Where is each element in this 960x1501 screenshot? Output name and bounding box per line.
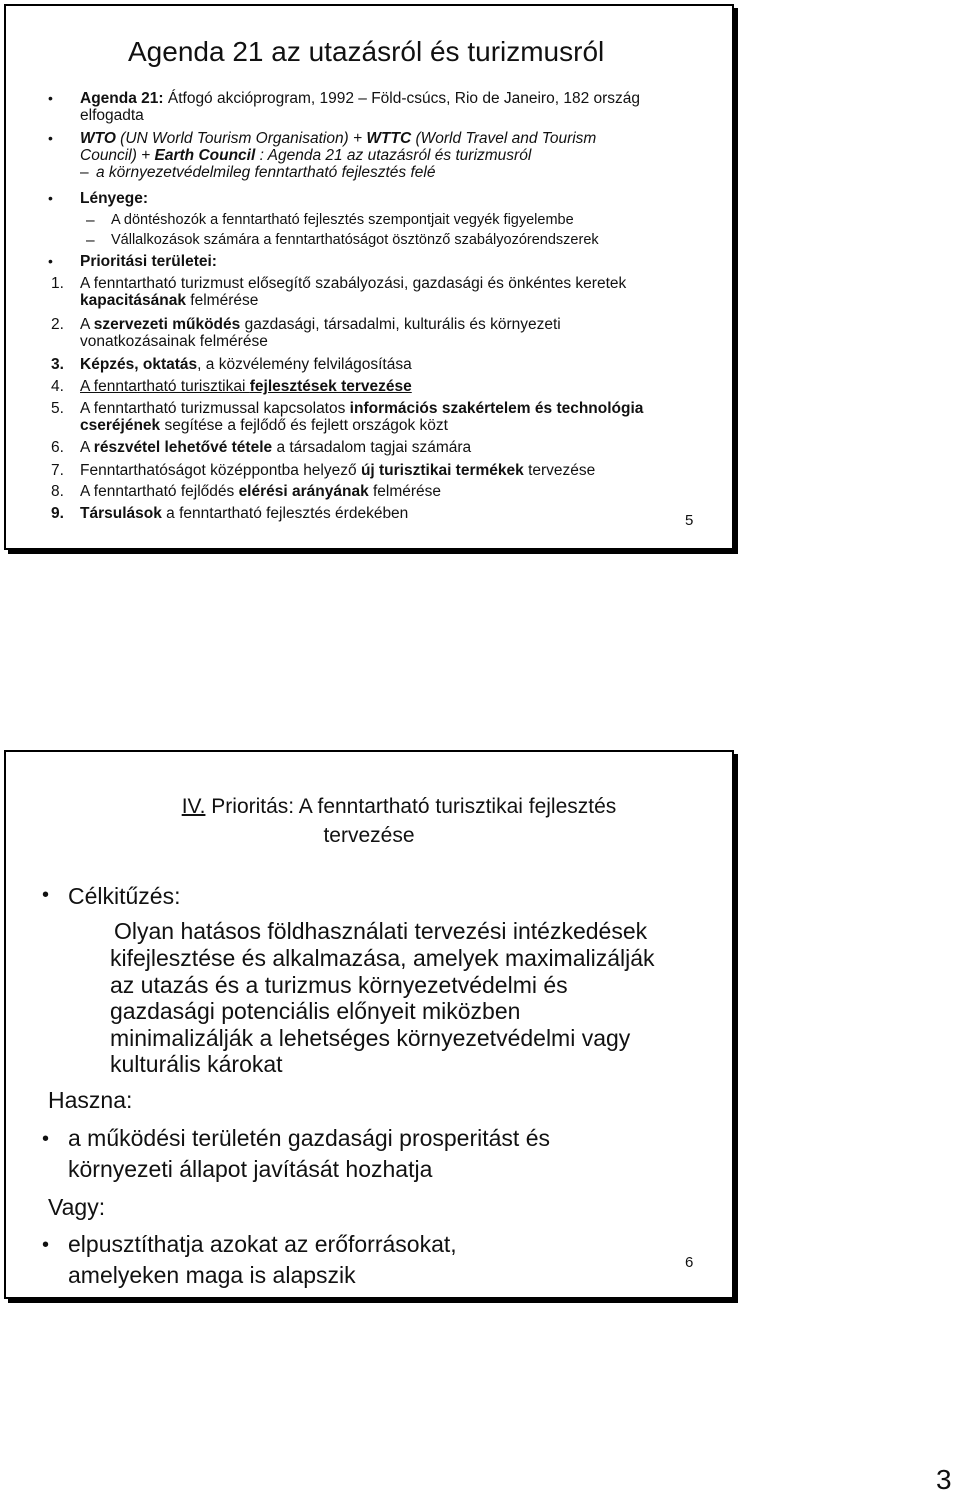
text-line: amelyeken maga is alapszik — [68, 1261, 356, 1288]
dash-icon: – — [80, 164, 89, 181]
bullet-icon: • — [42, 1128, 50, 1150]
item-emphasis: szervezeti működés — [93, 316, 241, 333]
text-line: kulturális károkat — [110, 1051, 283, 1077]
slide-priority-iv — [4, 750, 734, 1299]
text-line: gazdasági potenciális előnyeit miközben — [110, 998, 521, 1024]
item-number: 5. — [51, 400, 64, 417]
title-text: Prioritás: A fenntartható turisztikai fejlesztés — [205, 795, 617, 818]
title-roman-numeral: IV. — [181, 795, 206, 818]
vagy-text — [68, 1231, 457, 1288]
bullet-icon: • — [42, 1234, 50, 1256]
text-line: környezeti állapot javítását hozhatja — [68, 1155, 433, 1182]
item-number: 3. — [51, 356, 64, 373]
item-emphasis: új turisztikai termékek — [360, 462, 524, 479]
org-wto-desc: (UN World Tourism Organisation) + — [115, 130, 367, 147]
item-text: A — [80, 316, 94, 333]
item-emphasis: elérési arányának — [238, 483, 369, 500]
haszna-text — [68, 1125, 550, 1182]
dash-icon: – — [86, 212, 95, 229]
text-line: a működési területén gazdasági prosperitást és — [68, 1125, 551, 1151]
subitem-text: A döntéshozók a fenntartható fejlesztés szempontjait vegyék figyelembe — [111, 212, 574, 228]
bullet-icon: • — [48, 190, 53, 206]
celkituzes-text — [114, 918, 647, 945]
item-emphasis: részvétel lehetővé tétele — [93, 439, 273, 456]
item-text: segítése a fejlődő és fejlett országok közt — [160, 417, 448, 434]
page-number: 6 — [685, 1254, 694, 1271]
bullet-icon: • — [48, 90, 53, 106]
org-wttc: WTTC — [366, 130, 412, 147]
item-emphasis: Társulások — [80, 505, 162, 522]
item-emphasis: Képzés, oktatás — [80, 356, 198, 373]
text-line: elpusztíthatja azokat az erőforrásokat, — [68, 1231, 457, 1257]
item-number: 1. — [51, 275, 64, 292]
item-text: A fenntartható turizmust elősegítő szabályozási, gazdasági és önkéntes keretek — [80, 275, 627, 292]
text-line: Olyan hatásos földhasználati tervezési intézkedések — [114, 918, 648, 944]
bullet-icon: • — [42, 884, 50, 906]
item-text: Átfogó akcióprogram, 1992 – Föld-csúcs, Rio de Janeiro, 182 ország elfogadta — [80, 90, 641, 124]
item-text: felmérése — [368, 483, 442, 500]
item-emphasis: információs szakértelem és technológia cseréjének — [80, 400, 644, 434]
item-text: a környezetvédelmileg fenntartható fejlesztés felé — [96, 164, 436, 181]
section-label: Prioritási területei: — [80, 253, 217, 270]
section-label: Lényege: — [80, 190, 149, 207]
text-line: az utazás és a turizmus környezetvédelmi és — [110, 971, 568, 998]
item-text: a társadalom tagjai számára — [272, 439, 472, 456]
celkituzes-label: Célkitűzés: — [68, 883, 181, 909]
bullet-icon: • — [48, 253, 53, 269]
org-agenda-desc: : Agenda 21 az utazásról és turizmusról — [255, 147, 532, 164]
item-number: 4. — [51, 378, 64, 395]
item-text: Fenntarthatóságot középpontba helyező — [80, 462, 361, 479]
item-emphasis: fejlesztések tervezése — [249, 378, 412, 395]
org-wttc-desc: (World Travel and Tourism Council) + — [80, 130, 597, 164]
item-text: felmérése — [186, 292, 259, 309]
bullet-icon: • — [48, 130, 53, 146]
item-text: a fenntartható fejlesztés érdekében — [161, 505, 409, 522]
slide-title — [6, 792, 732, 850]
item-text: A fenntartható fejlődés — [80, 483, 239, 500]
subitem-text: Vállalkozások számára a fenntarthatóságot ösztönző szabályozórendszerek — [111, 232, 599, 248]
title-line-2: tervezése — [323, 824, 415, 847]
item-number: 8. — [51, 483, 64, 500]
item-text: A — [80, 439, 94, 456]
item-label: Agenda 21: — [80, 90, 164, 107]
vagy-label: Vagy: — [48, 1194, 106, 1220]
item-emphasis: kapacitásának — [80, 292, 186, 309]
item-number: 9. — [51, 505, 64, 522]
page-number: 5 — [685, 512, 694, 529]
item-text: A fenntartható turisztikai — [80, 378, 250, 395]
title-line-1 — [6, 792, 732, 821]
item-text: , a közvélemény felvilágosítása — [197, 356, 412, 373]
item-text: tervezése — [523, 462, 596, 479]
text-line: minimalizálják a lehetséges környezetvédelmi vagy — [110, 1024, 631, 1051]
sheet-page-number: 3 — [936, 1464, 952, 1495]
slide-title: Agenda 21 az utazásról és turizmusról — [128, 36, 605, 67]
dash-icon: – — [86, 232, 95, 249]
item-number: 6. — [51, 439, 64, 456]
item-number: 7. — [51, 462, 64, 479]
celkituzes-text-rest — [110, 945, 655, 1078]
item-text: A fenntartható turizmussal kapcsolatos — [80, 400, 350, 417]
haszna-label: Haszna: — [48, 1087, 133, 1113]
item-text: gazdasági, társadalmi, kulturális és környezeti vonatkozásainak felmérése — [80, 316, 561, 350]
org-wto: WTO — [80, 130, 116, 147]
text-line: kifejlesztése és alkalmazása, amelyek maximalizálják — [110, 945, 655, 971]
item-number: 2. — [51, 316, 64, 333]
slide-agenda-21 — [4, 4, 734, 550]
org-earth-council: Earth Council — [154, 147, 256, 164]
